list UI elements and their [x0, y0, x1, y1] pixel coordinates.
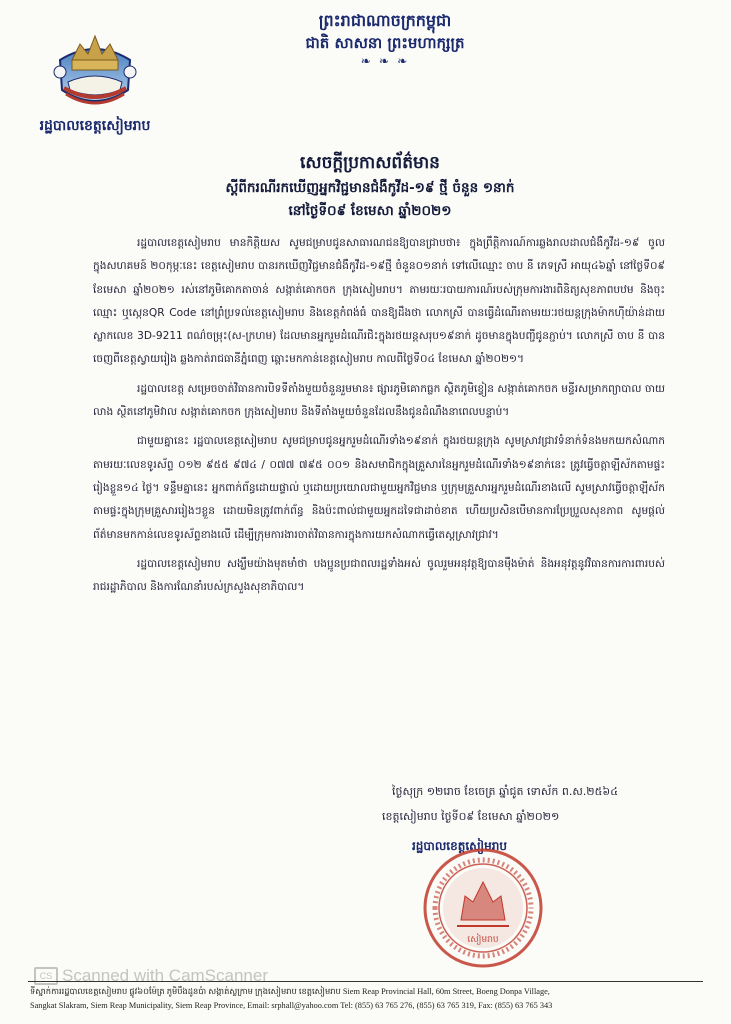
- paragraph: រដ្ឋបាលខេត្តសៀមរាប សង្ឃឹមយ៉ាងមុតមាំថា បងប្អូនប្រជាពលរដ្ឋទាំងអស់ ចូលរួមអនុវត្តឱ្យបានម៉ឺងម៉ាត់ និងអនុវត្តនូវវិធានការការពារបស់រាជរដ្ឋាភិបាល និងការណែនាំរបស់ក្រសួងសុខាភិបាល។: [93, 557, 665, 594]
- motto-line: ជាតិ សាសនា ព្រះមហាក្សត្រ: [305, 34, 465, 52]
- kingdom-header: [255, 10, 515, 68]
- footer-divider: [28, 981, 703, 982]
- signatory-title: រដ្ឋបាលខេត្តសៀមរាប: [412, 839, 507, 853]
- watermark-text: Scanned with CamScanner: [62, 966, 269, 985]
- paragraph: រដ្ឋបាលខេត្តសៀមរាប មានកិត្តិយស សូមជម្រាបជូនសាធារណជនឱ្យបានជ្រាបថា៖ ក្នុងព្រឹត្តិការណ៍ការឆ្លងរាលដាលជំងឺកូវីដ-១៩ ចូលក្នុងសហគមន៍ ២០កុម្ភៈនេះ ខេត្តសៀមរាប បានរកឃើញវិជ្ជមានជំងឺកូវីដ-១៩ថ្មី ចំនួន០១នាក់ ទៅលើឈ្មោះ ចាប នី ភេទស្រី អាយុ៤៦ឆ្នាំ នៅថ្ងៃទី០៩ ខែមេសា ឆ្នាំ២០២១ រស់នៅភូមិគោកតាចាន់ សង្កាត់គោកចក ក្រុងសៀមរាប។ តាមរយៈរបាយការណ៍របស់ក្រុមការងារពិនិត្យសុខភាពបឋម និងចុះឈ្មោះ ឬស្កេនQR Code នៅព្រំប្រទល់ខេត្តសៀមរាប និងខេត្តកំពង់ធំ បានឱ្យដឹងថា លោកស្រី បានធ្វើដំណើរតាមរយៈរថយន្តក្រុងម៉ាកហ៊ីយ៉ាន់ដាយ ស្លាកលេខ 3D-9211 ពណ៌ចម្រុះ(ស-ក្រហម) ដែលមានអ្នករួមដំណើរជិះក្នុងរថយន្តសរុប១៩នាក់ ដូចមានក្នុងបញ្ជីជូនភ្ជាប់។ លោកស្រី ចាប នី បានចេញពីខេត្តស្វាយរៀង ឆ្លងកាត់រាជធានីភ្នំពេញ ឆ្ពោះមកកាន់ខេត្តសៀមរាប កាលពីថ្ងៃទី០៤ ខែមេសា ឆ្នាំ២០២១។: [93, 237, 665, 366]
- footer-line: ទីស្នាក់ការរដ្ឋបាលខេត្តសៀមរាប ផ្លូវ៦០ម៉ែត្រ ភូមិបឹងដូនប៉ា សង្កាត់ស្លក្រាម ក្រុងសៀមរាប ខេត្តសៀមរាប Siem Reap Provincial Hall, 60m Street, Boeng Donpa Village,: [30, 987, 550, 996]
- footer-address: [30, 985, 701, 1013]
- lunar-date: ថ្ងៃសុក្រ ១២រោច ខែចេត្រ ឆ្នាំជូត ទោស័ក ព.ស.២៥៦៤: [392, 785, 618, 798]
- announcement-body: [93, 232, 665, 605]
- announcement-date: នៅថ្ងៃទី០៩ ខែមេសា ឆ្នាំ២០២១: [288, 203, 452, 219]
- solar-date: ខេត្តសៀមរាប ថ្ងៃទី០៩ ខែមេសា ឆ្នាំ២០២១: [382, 810, 560, 823]
- announcement-title: សេចក្តីប្រកាសព័ត៌មាន: [300, 153, 440, 173]
- footer-line: Sangkat Slakram, Siem Reap Municipality, Siem Reap Province, Email: srphall@yahoo.com Tel: (855) 63 765 276, (855) 63 765 319, Fax: (855) 63 765 343: [30, 1001, 553, 1010]
- announcement-subject: ស្តីពីករណីរកឃើញអ្នកវិជ្ជមានជំងឺកូវីដ-១៩ ថ្មី ចំនួន ១នាក់: [225, 180, 515, 196]
- seal-text: សៀមរាប: [467, 935, 499, 945]
- provincial-emblem-icon: [50, 30, 140, 114]
- camscanner-badge: CS: [34, 967, 58, 985]
- announcement-titles: [130, 150, 610, 222]
- kingdom-line: ព្រះរាជាណាចក្រកម្ពុជា: [318, 11, 452, 30]
- authority-name: រដ្ឋបាលខេត្តសៀមរាប: [39, 118, 151, 134]
- paragraph: រដ្ឋបាលខេត្ត សម្រេចចាត់វិធានការបិទទីតាំងមួយចំនួនរួមមាន៖ ផ្សារភូមិគោកធ្លក ស្ថិតភូមិខ្វៀន សង្កាត់គោកចក មន្ទីរសម្រាកព្យាបាល ចាយ លាង ស្ថិតនៅភូមិវាល សង្កាត់គោកចក ក្រុងសៀមរាប និងទីតាំងមួយចំនួនដែលនឹងជូនដំណឹងនាពេលបន្ទាប់។: [93, 382, 665, 419]
- ornament-divider: ❧ ❧ ❧: [360, 54, 410, 68]
- paragraph: ជាមួយគ្នានេះ រដ្ឋបាលខេត្តសៀមរាប សូមជម្រាបជូនអ្នករួមដំណើរទាំង១៩នាក់ ក្នុងរថយន្តក្រុង សូមស្រាវជ្រាវទំនាក់ទំនងមកយកសំណាកតាមរយៈលេខទូរស័ព្ទ ០១២ ៩៥៥ ៩៧៤ / ០៧៧ ៧៩៥ ០០១ និងសមាជិកក្នុងគ្រួសារនៃអ្នករួមដំណើរទាំង១៩នាក់នេះ ត្រូវធ្វើចត្តាឡីស័កតាមផ្ទះរៀងខ្លួន១៤ ថ្ងៃ។ ទន្ទឹមគ្នានេះ អ្នកពាក់ព័ន្ធដោយផ្ទាល់ ឬដោយប្រយោលជាមួយអ្នកវិជ្ជមាន ឬក្រុមគ្រួសារអ្នករួមដំណើរខាងលើ សូមស្រាវធ្វើចត្តាឡីស័កតាមផ្ទះក្នុងក្រុមគ្រួសាររៀងៗខ្លួន ដោយមិនត្រូវពាក់ព័ន្ធ និងប៉ះពាល់ជាមួយអ្នកដទៃជាដាច់ខាត ហើយប្រសិនបើមានការប្រែប្រួលសុខភាព សូមផ្តល់ព័ត៌មានមកកាន់លេខទូរស័ព្ទខាងលើ ដើម្បីក្រុមការងារចាត់វិធានការក្នុងការយកសំណាកធ្វើតេស្តស្រាវជ្រាវ។: [93, 435, 665, 541]
- scanner-watermark: [34, 966, 268, 986]
- official-seal-icon: [421, 846, 545, 970]
